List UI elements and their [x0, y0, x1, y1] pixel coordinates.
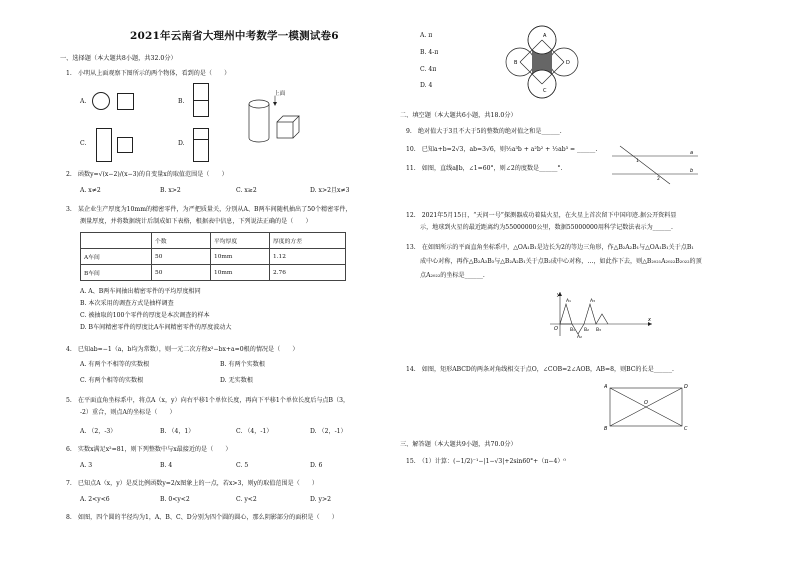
q1-option-d[interactable]: D. — [178, 140, 185, 147]
q11-label-b: b — [690, 168, 694, 174]
question-3-stem-line2: 测量厚度，并将数据统计后制成如下表格，根据表中信息，下列说法正确的是（ ） — [80, 218, 312, 225]
q4-option-d[interactable]: D. 无实数根 — [220, 377, 253, 384]
question-5-stem-line1: 5. 在平面直角坐标系中，将点A（x，y）向右平移1个单位长度，再向下平移1个单位长度后与点B（3， — [66, 397, 350, 404]
q1-option-c[interactable]: C. — [80, 140, 87, 147]
question-12-line2: 示，地球到火星的最近距离约为55000000公里，数据55000000用科学记数法表示为______. — [420, 224, 673, 231]
question-11-stem: 11. 如图，直线a∥b，∠1=60°，则∠2的度数是______°. — [406, 165, 563, 172]
question-7-stem: 7. 已知点A（x，y）是反比例函数y=2/x图象上的一点，若x>3，则y的取值范围是（ ） — [66, 480, 318, 487]
q3-option-c[interactable]: C. 被抽取的100个零件的厚度是本次调查的样本 — [80, 312, 210, 319]
q13-label-a1: A₁ — [566, 299, 571, 304]
q4-option-b[interactable]: B. 有两个实数根 — [220, 361, 265, 368]
section-heading-choice: 一、选择题（本大题共8小题，共32.0分） — [60, 55, 177, 62]
question-6-stem: 6. 实数x满足x²=81，则下列整数中与x最接近的是（ ） — [66, 446, 232, 453]
question-10: 10. 已知a+b=2√3，ab=3√6，则½a³b + a²b² + ½ab³ = ______. — [406, 146, 598, 153]
q14-label-a: A — [604, 384, 608, 390]
q5-option-d[interactable]: D. （2，-1） — [310, 428, 347, 435]
q1-objects-figure — [245, 90, 315, 148]
q7-option-d[interactable]: D. y>2 — [310, 496, 331, 503]
q1-d-rect-shape — [193, 128, 209, 162]
q4-option-a[interactable]: A. 有两个不相等的实数根 — [80, 361, 150, 368]
question-9: 9. 绝对值大于3且不大于5的整数的绝对值之和是______. — [406, 128, 562, 135]
q3-option-d[interactable]: D. B车间精密零件的厚度比A车间精密零件的厚度波动大 — [80, 324, 232, 331]
q1-b-rect-shape — [193, 83, 209, 117]
q13-label-o: O — [554, 326, 558, 332]
q6-option-c[interactable]: C. 5 — [236, 462, 249, 469]
q5-option-a[interactable]: A. （2，-3） — [80, 428, 117, 435]
q13-label-a3: A₃ — [590, 299, 595, 304]
question-3-stem-line1: 3. 某企业生产厚度为10mm的精密零件，为严把质量关，分别从A、B两车间随机抽出了50个精密零件， — [66, 206, 352, 213]
q8-label-c: C — [543, 88, 547, 94]
question-13-line2: 成中心对称，再作△B₂A₃B₃与△B₂A₂B₁关于点B₂成中心对称，…，如此作下去，则△B₂₀₂₁A₂₀₂₂B₂₀₂₂的顶 — [420, 258, 702, 265]
q8-option-a[interactable]: A. π — [420, 32, 433, 39]
q13-label-x: x — [648, 317, 651, 323]
q14-label-b: B — [604, 426, 608, 432]
q6-option-d[interactable]: D. 6 — [310, 462, 323, 469]
question-13-line1: 13. 在如图所示的平面直角坐标系中，△OA₁B₁是边长为2的等边三角形，作△B₂A₂B₁与△OA₁B₁关于点B₁ — [406, 244, 694, 251]
question-5-stem-line2: -2）重合，则点A的坐标是（ ） — [80, 409, 176, 416]
q13-label-b2: B₂ — [584, 328, 589, 333]
q2-option-a[interactable]: A. x≠2 — [80, 187, 101, 194]
q13-label-b1: B₁ — [570, 328, 575, 333]
question-2-stem: 2. 函数y=√(x−2)/(x−3)的自变量x的取值范围是（ ） — [66, 171, 228, 178]
q11-angle-2: 2 — [657, 177, 660, 182]
q3-option-b[interactable]: B. 本次采用的调查方式是抽样调查 — [80, 300, 174, 307]
table-cell: 50 — [152, 249, 211, 265]
question-12-line1: 12. 2021年5月15日，“天问一号”探测器成功着陆火星，在火星上首次留下中国印迹.据公开资料显 — [406, 212, 677, 219]
q5-option-b[interactable]: B. （4，1） — [160, 428, 195, 435]
q13-triangle-chain-figure — [546, 290, 656, 338]
q4-option-c[interactable]: C. 有两个相等的实数根 — [80, 377, 144, 384]
q7-option-b[interactable]: B. 0<y<2 — [160, 496, 190, 503]
q3-option-a[interactable]: A. A、B两车间抽出精密零件的平均厚度相同 — [80, 288, 201, 295]
table-header-cell: 平均厚度 — [211, 233, 270, 249]
q8-label-d: D — [566, 60, 570, 66]
q8-option-c[interactable]: C. 4π — [420, 66, 437, 73]
question-14-stem: 14. 如图，矩形ABCD的两条对角线相交于点O，∠COB=2∠AOB，AB=8，则BC的长是______. — [406, 366, 674, 373]
q7-option-c[interactable]: C. y<2 — [236, 496, 257, 503]
table-header-cell: 厚度的方差 — [270, 233, 346, 249]
table-cell: 50 — [152, 265, 211, 281]
q14-label-c: C — [684, 426, 688, 432]
q1-option-b[interactable]: B. — [178, 98, 185, 105]
q2-option-d[interactable]: D. x>2且x≠3 — [310, 187, 350, 194]
table-header-row — [81, 233, 346, 249]
question-15: 15. （1）计算：(−1/2)⁻¹−|1−√3|+2sin60°+（π−4）⁰ — [406, 458, 566, 465]
q13-label-a2: A₂ — [577, 335, 582, 338]
table-row — [81, 265, 346, 281]
q14-rectangle-figure — [604, 382, 692, 432]
q7-option-a[interactable]: A. 2<y<6 — [80, 496, 110, 503]
q14-label-d: D — [684, 384, 688, 390]
table-cell: 10mm — [211, 265, 270, 281]
q11-parallel-lines-figure — [610, 144, 700, 186]
table-row — [81, 249, 346, 265]
table-header-cell — [81, 233, 152, 249]
q14-label-o: O — [644, 400, 648, 406]
question-4-stem: 4. 已知ab=−1（a，b均为常数），则一元二次方程x²−bx+a=0根的情况是（ ） — [66, 346, 299, 353]
question-8-stem: 8. 如图，四个圆的半径均为1，A、B、C、D分别为四个圆的圆心，那么阴影部分的面积是（ ） — [66, 514, 338, 521]
q5-option-c[interactable]: C. （4，-1） — [236, 428, 273, 435]
q1-a-circle-shape — [92, 92, 110, 110]
q2-option-c[interactable]: C. x≥2 — [236, 187, 257, 194]
q13-label-b3: B₃ — [596, 328, 601, 333]
q1-c-tall-rect-shape — [96, 128, 112, 162]
q8-label-a: A — [543, 33, 547, 39]
q1-c-square-shape — [117, 137, 133, 153]
q1-a-square-shape — [117, 93, 134, 110]
q8-option-d[interactable]: D. 4 — [420, 82, 433, 89]
q6-option-b[interactable]: B. 4 — [160, 462, 173, 469]
table-cell: 1.12 — [270, 249, 346, 265]
q13-label-y: y — [557, 292, 560, 298]
q8-option-b[interactable]: B. 4-π — [420, 49, 439, 56]
section-heading-fill-blank: 二、填空题（本大题共6小题，共18.0分） — [400, 112, 517, 119]
q1-option-a[interactable]: A. — [80, 98, 87, 105]
q6-option-a[interactable]: A. 3 — [80, 462, 93, 469]
section-heading-solve: 三、解答题（本大题共9小题，共70.0分） — [400, 441, 517, 448]
q11-label-a: a — [690, 150, 694, 156]
q8-label-b: B — [514, 60, 518, 66]
table-cell: A车间 — [81, 249, 152, 265]
q2-option-b[interactable]: B. x>2 — [160, 187, 181, 194]
q3-data-table — [80, 232, 346, 281]
q1-view-label: 上面 — [274, 91, 286, 97]
q11-angle-1: 1 — [636, 159, 639, 164]
page-title: 2021年云南省大理州中考数学一模测试卷6 — [130, 30, 339, 42]
question-13-line3: 点A₂₀₂₂的坐标是______. — [420, 272, 485, 279]
q8-four-circles-figure — [502, 22, 582, 102]
table-cell: 2.76 — [270, 265, 346, 281]
table-cell: 10mm — [211, 249, 270, 265]
table-cell: B车间 — [81, 265, 152, 281]
table-header-cell: 个数 — [152, 233, 211, 249]
question-1-stem: 1. 小明从上面观察下图所示的两个物体，看到的是（ ） — [66, 70, 231, 77]
